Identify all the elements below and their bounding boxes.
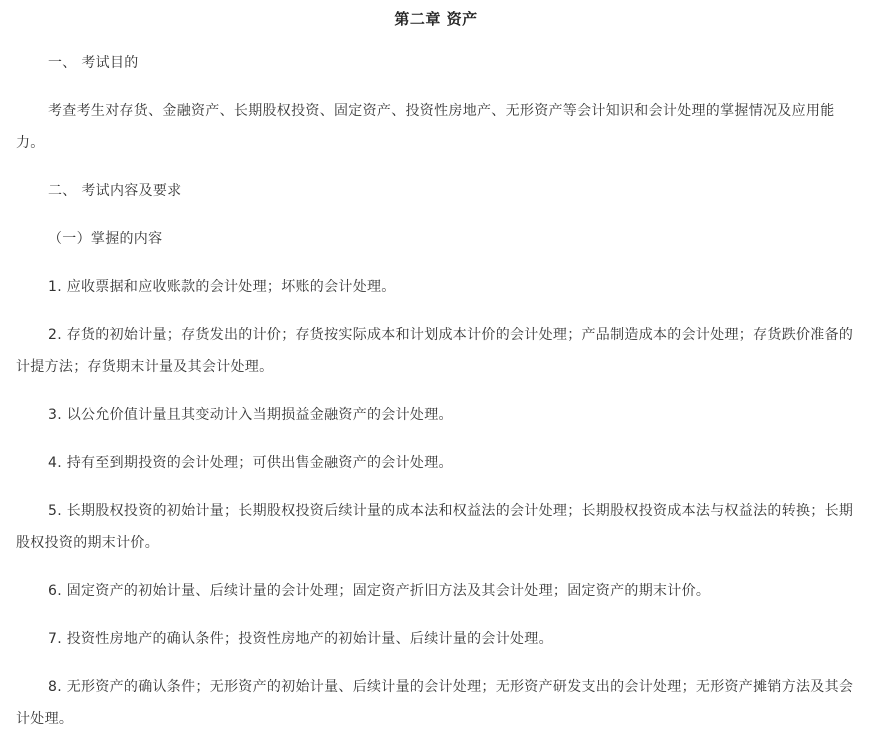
exam-purpose-text: 考查考生对存货、金融资产、长期股权投资、固定资产、投资性房地产、无形资产等会计知识和会计处理的掌握情况及应用能力。: [16, 103, 835, 151]
chapter-title: 第二章 资产: [394, 10, 478, 28]
list-item: 8. 无形资产的确认条件；无形资产的初始计量、后续计量的会计处理；无形资产研发支出的会计处理；无形资产摊销方法及其会计处理。: [16, 679, 854, 727]
list-item: 3. 以公允价值计量且其变动计入当期损益金融资产的会计处理。: [48, 407, 453, 423]
list-item: 6. 固定资产的初始计量、后续计量的会计处理；固定资产折旧方法及其会计处理；固定资产的期末计价。: [48, 583, 711, 599]
list-item: 5. 长期股权投资的初始计量；长期股权投资后续计量的成本法和权益法的会计处理；长期股权投资成本法与权益法的转换；长期股权投资的期末计价。: [16, 503, 854, 551]
document-body: [16, 0, 856, 751]
subsection-heading-mastery: （一）掌握的内容: [48, 231, 163, 247]
list-item: 2. 存货的初始计量；存货发出的计价；存货按实际成本和计划成本计价的会计处理；产品制造成本的会计处理；存货跌价准备的计提方法；存货期末计量及其会计处理。: [16, 327, 854, 375]
list-item: 1. 应收票据和应收账款的会计处理；坏账的会计处理。: [48, 279, 396, 295]
section-heading-exam-purpose: 一、 考试目的: [48, 55, 139, 71]
list-item: 7. 投资性房地产的确认条件；投资性房地产的初始计量、后续计量的会计处理。: [48, 631, 553, 647]
section-heading-exam-content: 二、 考试内容及要求: [48, 183, 182, 199]
list-item: 4. 持有至到期投资的会计处理；可供出售金融资产的会计处理。: [48, 455, 453, 471]
